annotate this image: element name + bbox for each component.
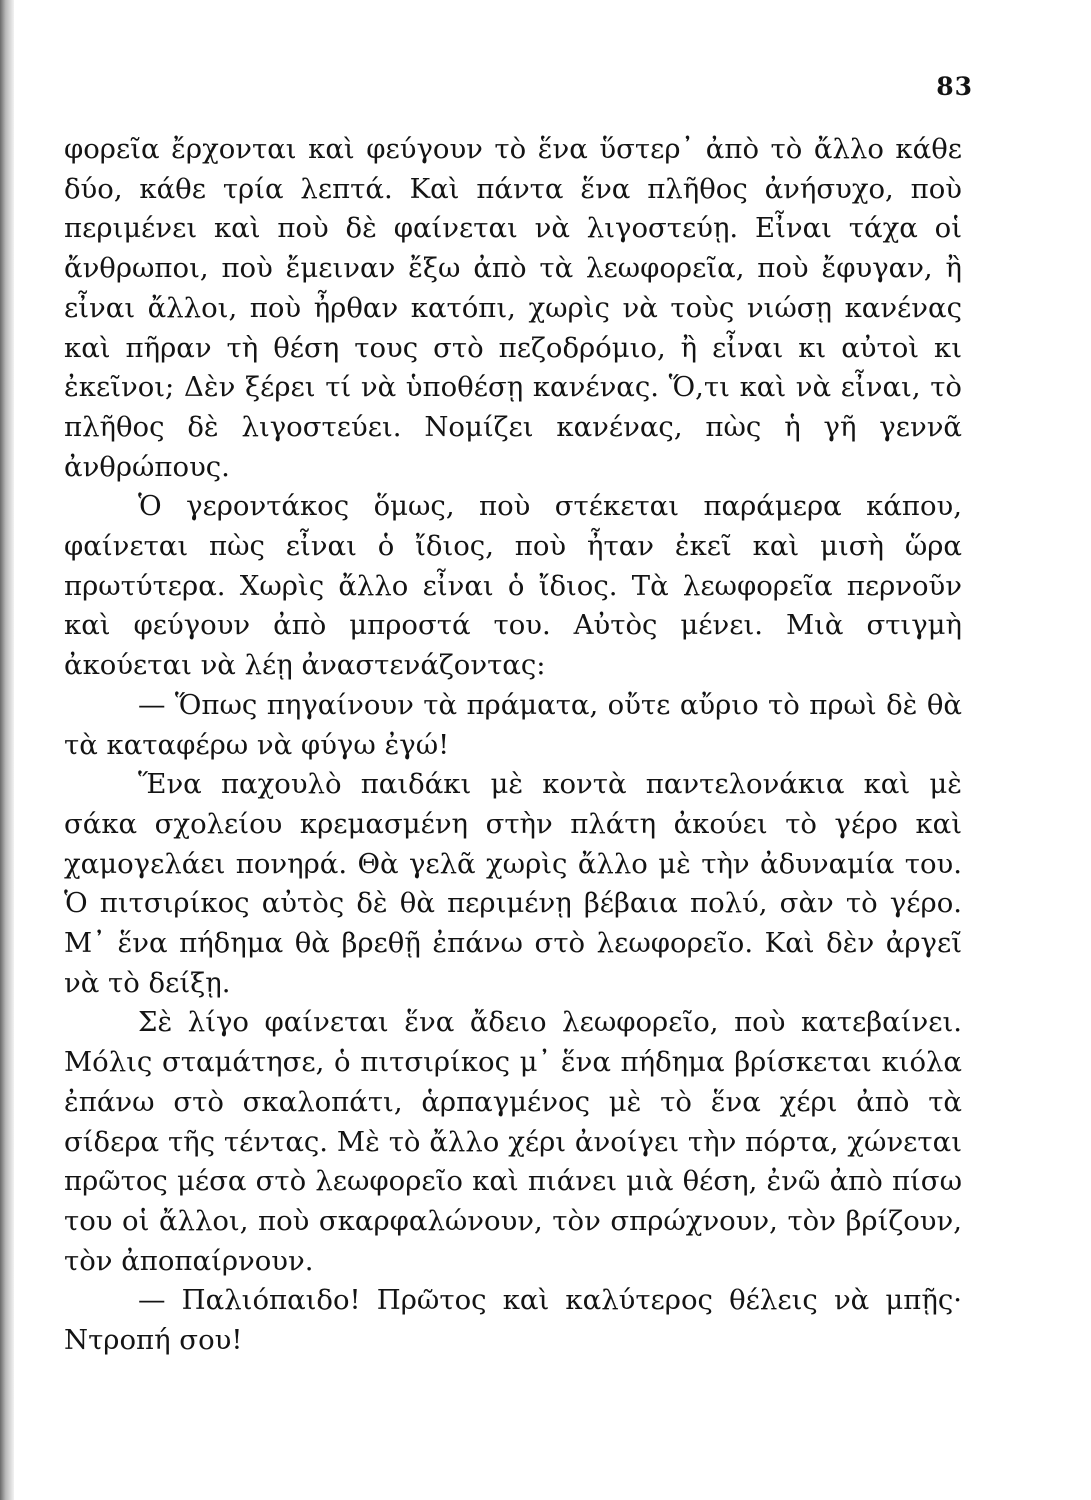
paragraph-2: Ὁ γεροντάκος ὅμως, ποὺ στέκεται παράμερα κάπου, φαίνεται πὼς εἶναι ὁ ἴδιος, ποὺ ἦταν ἐκεῖ καὶ μισὴ ὥρα πρωτύτερα. Χωρὶς ἄλλο εἶναι ὁ ἴδιος. Τὰ λεωφορεῖα περνοῦν καὶ φεύγουν ἀπὸ μπροστά του. Αὐτὸς μένει. Μιὰ στιγμὴ ἀκούεται νὰ λέῃ ἀναστενάζοντας: — [64, 490, 962, 682]
body-text — [64, 130, 962, 1361]
paragraph-1: φορεῖα ἔρχονται καὶ φεύγουν τὸ ἕνα ὕστερ᾽ ἀπὸ τὸ ἄλλο κάθε δύο, κάθε τρία λεπτά. Καὶ πάντα ἕνα πλῆθος ἀνήσυχο, ποὺ περιμένει καὶ ποὺ δὲ φαίνεται νὰ λιγοστεύῃ. Εἶναι τάχα οἱ ἄνθρωποι, ποὺ ἔμειναν ἔξω ἀπὸ τὰ λεωφορεῖα, ποὺ ἔφυγαν, ἢ εἶναι ἄλλοι, ποὺ ἦρθαν κατόπι, χωρὶς νὰ τοὺς νιώσῃ κανένας καὶ πῆραν τὴ θέση τους στὸ πεζοδρόμιο, ἢ εἶναι κι αὐτοὶ κι ἐκεῖνοι; Δὲν ξέρει τί νὰ ὑποθέσῃ κανένας. Ὅ,τι καὶ νὰ εἶναι, τὸ πλῆθος δὲ λιγοστεύει. Νομίζει κανένας, πὼς ἡ γῆ γεννᾶ ἀνθρώπους. — [64, 133, 962, 483]
paragraph-5: Σὲ λίγο φαίνεται ἕνα ἄδειο λεωφορεῖο, ποὺ κατεβαίνει. Μόλις σταμάτησε, ὁ πιτσιρίκος μ᾽ ἕνα πήδημα βρίσκεται κιόλα ἐπάνω στὸ σκαλοπάτι, ἁρπαγμένος μὲ τὸ ἕνα χέρι ἀπὸ τὰ σίδερα τῆς τέντας. Μὲ τὸ ἄλλο χέρι ἀνοίγει τὴν πόρτα, χώνεται πρῶτος μέσα στὸ λεωφορεῖο καὶ πιάνει μιὰ θέση, ἐνῶ ἀπὸ πίσω του οἱ ἄλλοι, ποὺ σκαρφαλώνουν, τὸν σπρώχνουν, τὸν βρίζουν, τὸν ἀποπαίρνουν. — [64, 1006, 962, 1277]
paragraph-6-dialogue: — Παλιόπαιδο! Πρῶτος καὶ καλύτερος θέλεις νὰ μπῇς· Ντροπή σου! — [64, 1284, 962, 1357]
paragraph-4: Ἕνα παχουλὸ παιδάκι μὲ κοντὰ παντελονάκια καὶ μὲ σάκα σχολείου κρεμασμένη στὴν πλάτη ἀκούει τὸ γέρο καὶ χαμογελάει πονηρά. Θὰ γελᾶ χωρὶς ἄλλο μὲ τὴν ἀδυναμία του. Ὁ πιτσιρίκος αὐτὸς δὲ θὰ περιμένῃ βέβαια πολύ, σὰν τὸ γέρο. Μ᾽ ἕνα πήδημα θὰ βρεθῇ ἐπάνω στὸ λεωφορεῖο. Καὶ δὲν ἀργεῖ νὰ τὸ δείξῃ. — [64, 768, 962, 999]
paragraph-3-dialogue: — Ὅπως πηγαίνουν τὰ πράματα, οὔτε αὔριο τὸ πρωὶ δὲ θὰ τὰ καταφέρω νὰ φύγω ἐγώ! — [64, 688, 962, 761]
page-number: 83 — [936, 72, 973, 101]
book-spine-shadow — [0, 0, 14, 1500]
